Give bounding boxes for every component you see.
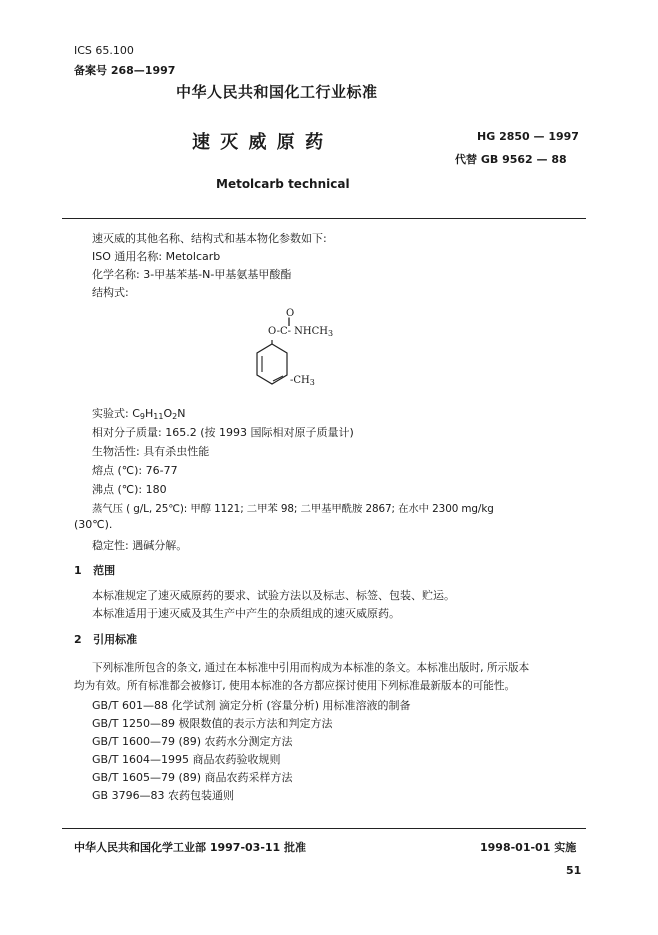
- approval-line: 中华人民共和国化学工业部 1997-03-11 批准: [74, 841, 307, 854]
- section-2-para-line-2: 均为有效。所有标准都会被修订, 使用本标准的各方都应探讨使用下列标准最新版本的可能性。: [74, 680, 516, 692]
- page-title: 速 灭 威 原 药: [192, 132, 326, 153]
- section-1-para-2: 本标准适用于速灭威及其生产中产生的杂质组成的速灭威原药。: [92, 607, 400, 620]
- replaces-standard: 代替 GB 9562 — 88: [455, 153, 567, 166]
- molecular-weight: 相对分子质量: 165.2 (按 1993 国际相对原子质量计): [92, 426, 354, 439]
- reference-item: GB/T 601—88 化学试剂 滴定分析 (容量分析) 用标准溶液的制备: [92, 699, 411, 712]
- double-bond: ‖: [287, 317, 291, 326]
- section-1-heading: 1 范围: [74, 564, 116, 577]
- vapor-pressure-cont: (30℃).: [74, 518, 113, 531]
- melting-point: 熔点 (℃): 76-77: [92, 464, 178, 477]
- reference-item: GB/T 1600—79 (89) 农药水分测定方法: [92, 735, 293, 748]
- header-divider: [62, 218, 586, 219]
- effective-date: 1998-01-01 实施: [480, 841, 577, 854]
- english-title: Metolcarb technical: [216, 177, 350, 191]
- vapor-pressure: 蒸气压 ( g/L, 25℃): 甲醇 1121; 二甲苯 98; 二甲基甲酰胺 2867; 在水中 2300 mg/kg: [92, 503, 494, 515]
- structure-label: 结构式:: [92, 286, 129, 299]
- carbonyl-oxygen: O: [286, 308, 295, 319]
- boiling-point: 沸点 (℃): 180: [92, 483, 167, 496]
- iso-name: ISO 通用名称: Metolcarb: [92, 250, 221, 263]
- record-number: 备案号 268—1997: [74, 64, 176, 77]
- reference-item: GB 3796—83 农药包装通则: [92, 789, 235, 802]
- methyl-group: $-CH_3$: [290, 375, 315, 387]
- footer-divider: [62, 828, 586, 829]
- industry-standard-title: 中华人民共和国化工行业标准: [176, 83, 378, 101]
- reference-item: GB/T 1605—79 (89) 商品农药采样方法: [92, 771, 293, 784]
- ester-group: O-C- $NHCH_3$: [268, 326, 334, 338]
- section-2-heading: 2 引用标准: [74, 633, 138, 646]
- reference-item: GB/T 1604—1995 商品农药验收规则: [92, 753, 281, 766]
- standard-code: HG 2850 — 1997: [477, 130, 579, 143]
- page-number: 51: [566, 864, 582, 877]
- ics-code: ICS 65.100: [74, 44, 134, 57]
- benzene-ring: [255, 340, 305, 402]
- section-2-para-line-1: 下列标准所包含的条文, 通过在本标准中引用而构成为本标准的条文。本标准出版时, 所示版本: [92, 662, 530, 674]
- stability: 稳定性: 遇碱分解。: [92, 539, 188, 552]
- biological-activity: 生物活性: 具有杀虫性能: [92, 445, 210, 458]
- section-1-para-1: 本标准规定了速灭威原药的要求、试验方法以及标志、标签、包装、贮运。: [92, 589, 455, 602]
- intro-line: 速灭威的其他名称、结构式和基本物化参数如下:: [92, 232, 327, 245]
- reference-item: GB/T 1250—89 极限数值的表示方法和判定方法: [92, 717, 333, 730]
- chemical-name: 化学名称: 3-甲基苯基-N-甲基氨基甲酸酯: [92, 268, 292, 281]
- empirical-formula: 实验式: $C_9H_{11}O_2N$: [92, 407, 186, 421]
